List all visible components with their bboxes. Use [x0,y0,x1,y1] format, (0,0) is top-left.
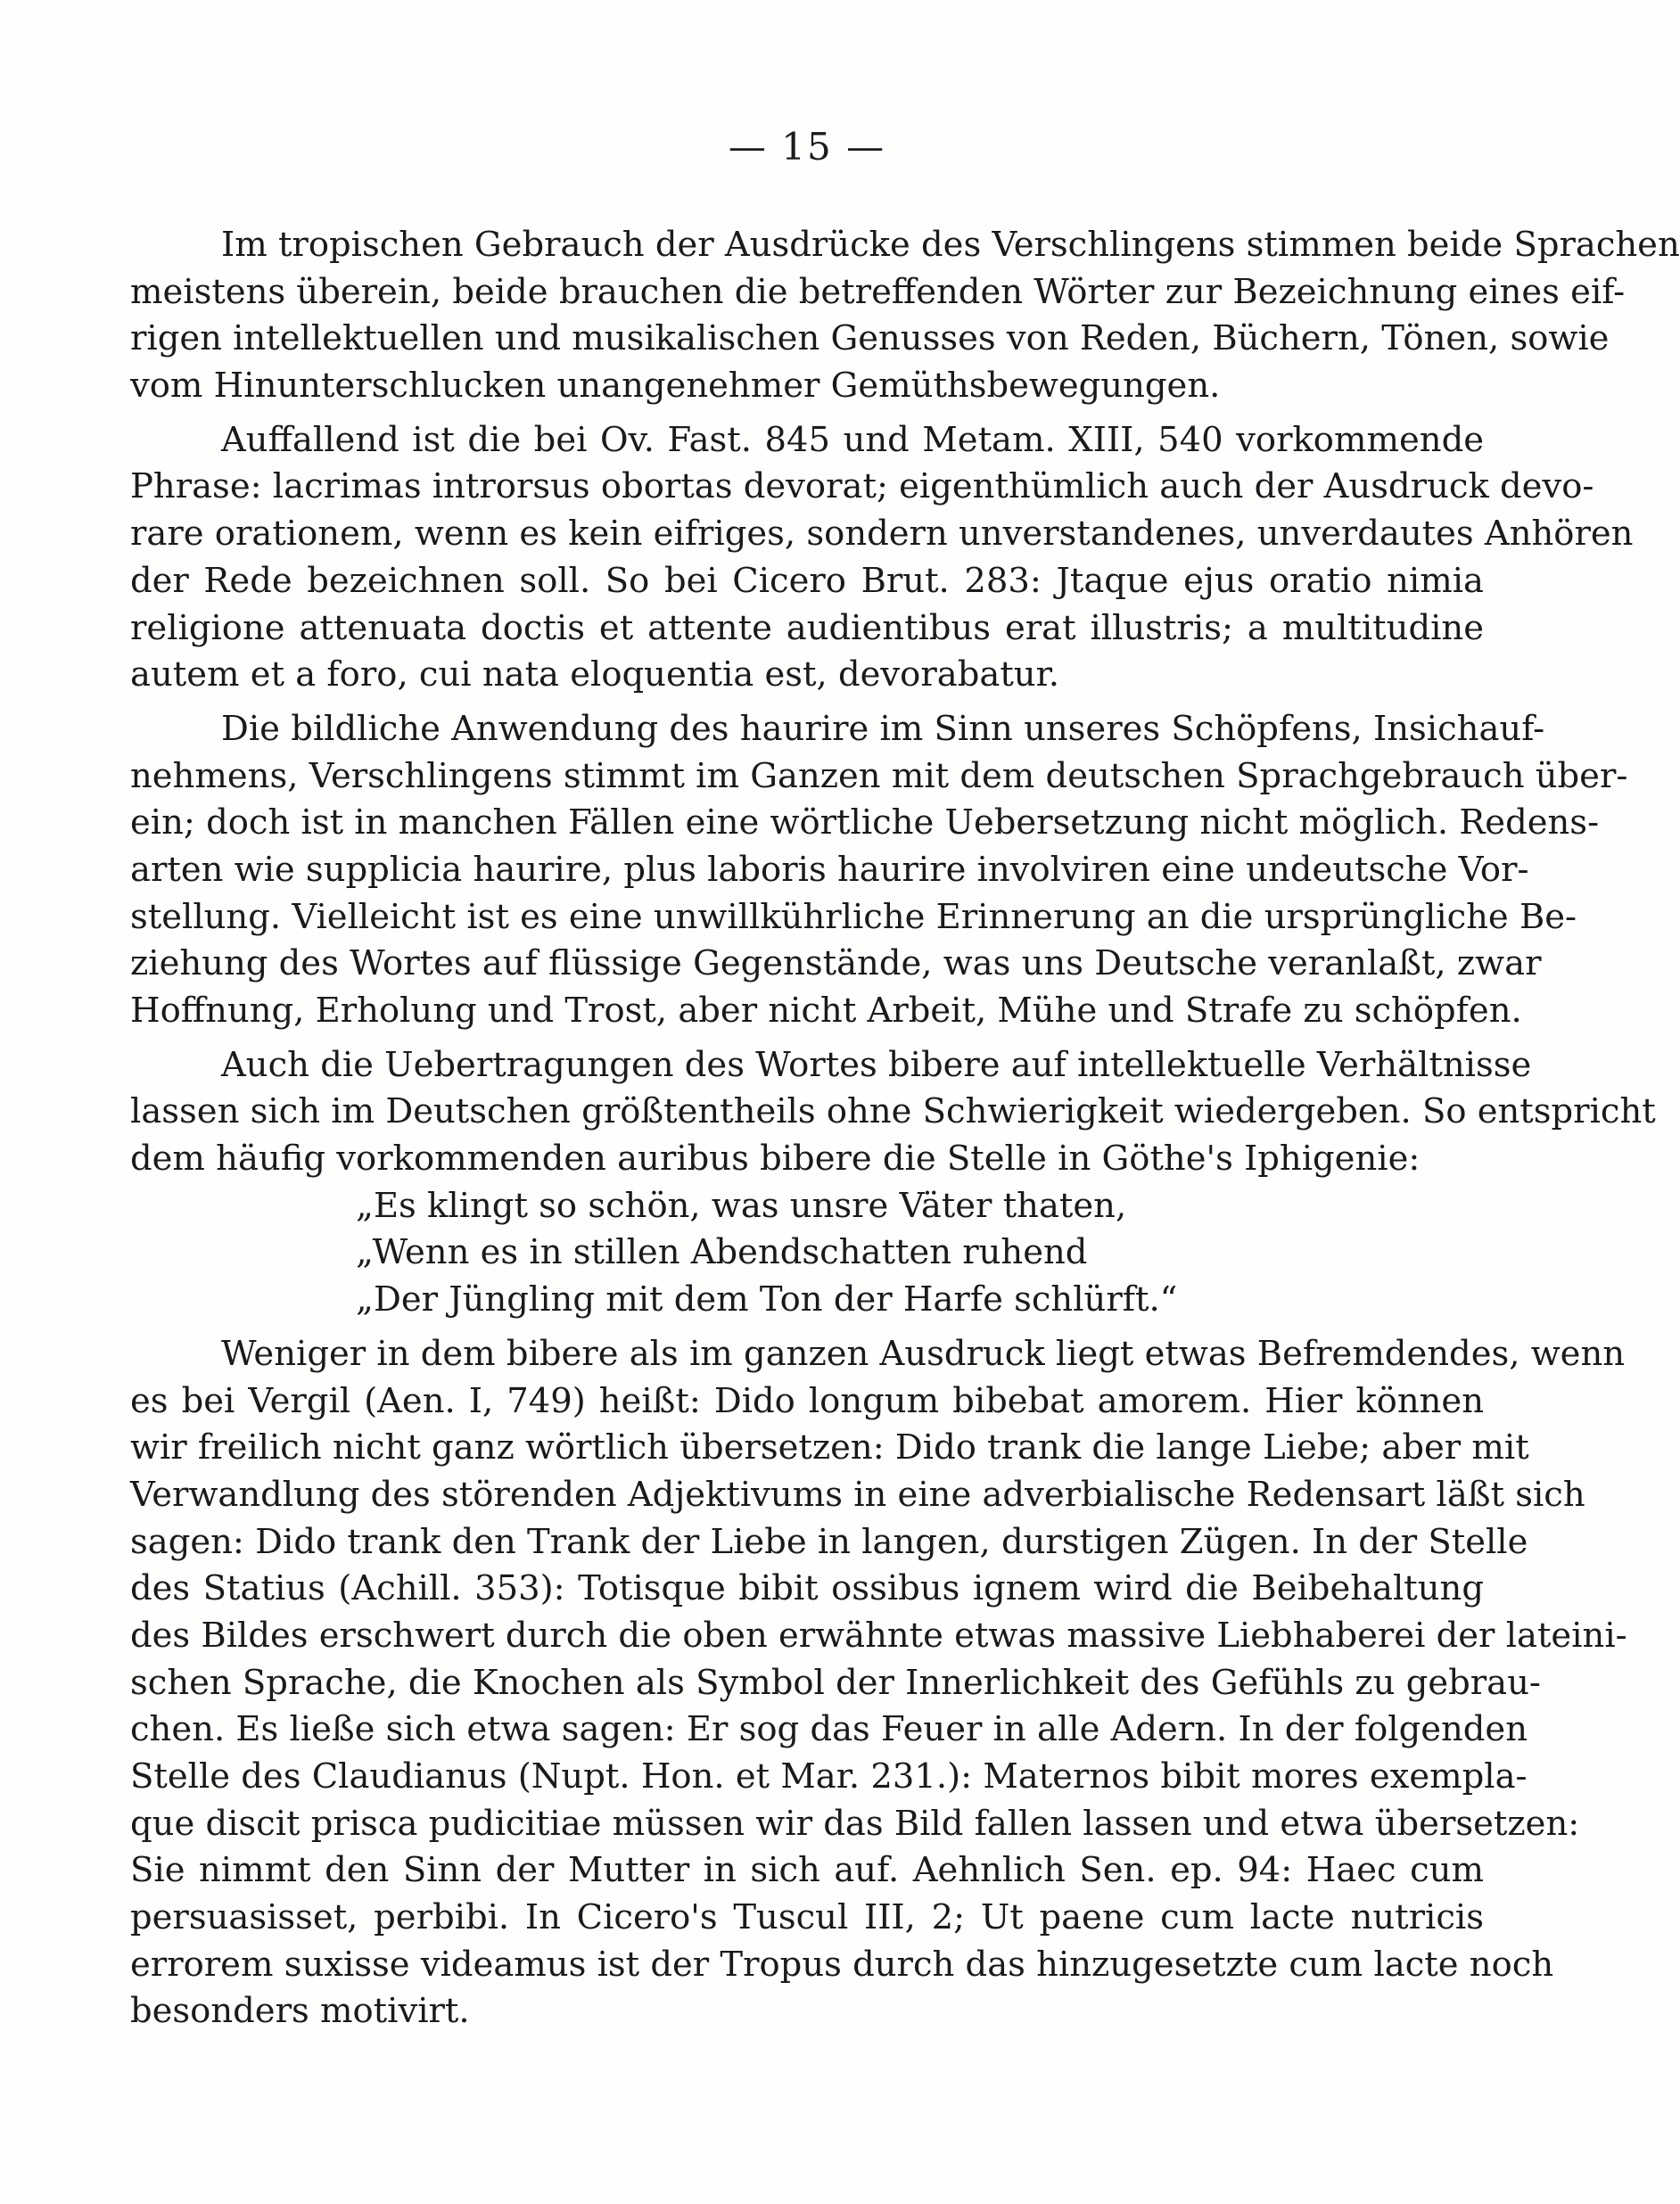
text-line: dem häufig vorkommenden auribus bibere die Stelle in Göthe's Iphigenie: [130,1139,1421,1180]
text-line: Hoffnung, Erholung und Trost, aber nicht Arbeit, Mühe und Strafe zu schöpfen. [130,991,1522,1031]
quote-line: „Der Jüngling mit dem Ton der Harfe schlürft.“ [356,1279,1178,1320]
text-line: Verwandlung des störenden Adjektivums in eine adverbialische Redensart läßt sich [130,1474,1585,1515]
text-line: autem et a foro, cui nata eloquentia est, devorabatur. [130,654,1060,695]
text-line: que discit prisca pudicitiae müssen wir das Bild fallen lassen und etwa übersetzen: [130,1803,1580,1844]
text-line: rare orationem, wenn es kein eifriges, sondern unverstandenes, unverdautes Anhören [130,514,1634,555]
text-line: Sie nimmt den Sinn der Mutter in sich auf. Aehnlich Sen. ep. 94: Haec cum [130,1850,1484,1891]
text-line: wir freilich nicht ganz wörtlich übersetzen: Dido trank die lange Liebe; aber mit [130,1427,1529,1468]
text-line: sagen: Dido trank den Trank der Liebe in langen, durstigen Zügen. In der Stelle [130,1521,1528,1562]
text-line: der Rede bezeichnen soll. So bei Cicero Brut. 283: Jtaque ejus oratio nimia [130,560,1484,601]
paragraph-1 [130,222,1680,410]
text-line: Auch die Uebertragungen des Wortes bibere auf intellektuelle Verhältnisse [221,1044,1532,1085]
text-line: religione attenuata doctis et attente audientibus erat illustris; a multitudine [130,607,1484,648]
text-line: Stelle des Claudianus (Nupt. Hon. et Mar. 231.): Maternos bibit mores exempla- [130,1756,1528,1797]
text-line: Auffallend ist die bei Ov. Fast. 845 und Metam. XIII, 540 vorkommende [221,419,1484,460]
text-line: lassen sich im Deutschen größtentheils ohne Schwierigkeit wiedergeben. So entspricht [130,1091,1656,1132]
text-line: rigen intellektuellen und musikalischen Genusses von Reden, Büchern, Tönen, sowie [130,318,1610,359]
text-line: des Bildes erschwert durch die oben erwähnte etwas massive Liebhaberei der lateini- [130,1615,1627,1656]
text-line: schen Sprache, die Knochen als Symbol der Innerlichkeit des Gefühls zu gebrau- [130,1662,1541,1703]
paragraph-4 [130,1042,1656,1324]
paragraph-3 [130,706,1628,1035]
text-line: Die bildliche Anwendung des haurire im Sinn unseres Schöpfens, Insichauf- [221,708,1545,749]
text-line: Weniger in dem bibere als im ganzen Ausdruck liegt etwas Befremdendes, wenn [221,1333,1626,1374]
text-line: arten wie supplicia haurire, plus laboris haurire involviren eine undeutsche Vor- [130,849,1529,890]
text-line: meistens überein, beide brauchen die betreffenden Wörter zur Bezeichnung eines eif- [130,271,1626,312]
paragraph-5 [130,1331,1627,2035]
text-line: persuasisset, perbibi. In Cicero's Tuscul III, 2; Ut paene cum lacte nutricis [130,1897,1484,1938]
page-number: — 15 — [728,125,886,169]
text-line: nehmens, Verschlingens stimmt im Ganzen mit dem deutschen Sprachgebrauch über- [130,755,1628,796]
text-line: ein; doch ist in manchen Fällen eine wörtliche Uebersetzung nicht möglich. Redens- [130,802,1600,843]
text-line: chen. Es ließe sich etwa sagen: Er sog das Feuer in alle Adern. In der folgenden [130,1709,1528,1750]
verse-quote [130,1183,1484,1324]
text-line: vom Hinunterschlucken unangenehmer Gemüthsbewegungen. [130,366,1221,407]
text-line: es bei Vergil (Aen. I, 749) heißt: Dido longum bibebat amorem. Hier können [130,1380,1484,1421]
quote-line: „Es klingt so schön, was unsre Väter thaten, [356,1185,1127,1226]
text-line: ziehung des Wortes auf flüssige Gegenstände, was uns Deutsche veranlaßt, zwar [130,943,1542,984]
text-line: errorem suxisse videamus ist der Tropus durch das hinzugesetzte cum lacte noch [130,1944,1554,1985]
text-line: des Statius (Achill. 353): Totisque bibit ossibus ignem wird die Beibehaltung [130,1568,1484,1609]
paragraph-2 [130,417,1634,699]
text-line: Phrase: lacrimas introrsus obortas devorat; eigenthümlich auch der Ausdruck devo- [130,466,1594,507]
text-line: besonders motivirt. [130,1991,470,2032]
quote-line: „Wenn es in stillen Abendschatten ruhend [356,1232,1088,1273]
text-line: stellung. Vielleicht ist es eine unwillkührliche Erinnerung an die ursprüngliche Be- [130,896,1577,937]
text-line: Im tropischen Gebrauch der Ausdrücke des Verschlingens stimmen beide Sprachen [221,225,1680,265]
